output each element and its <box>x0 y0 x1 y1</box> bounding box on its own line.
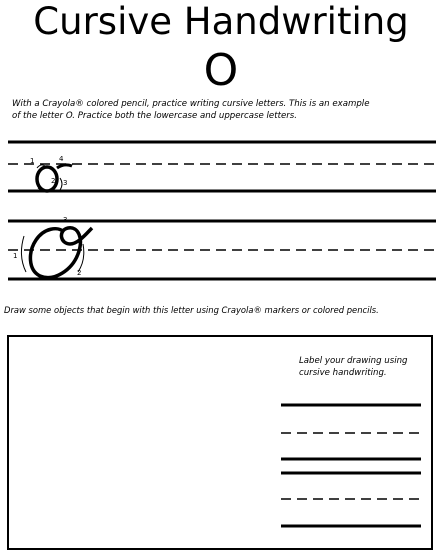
intro-line-2: of the letter O. Practice both the lowercase and uppercase letters. <box>12 111 297 121</box>
lowercase-stroke-number-3: 3 <box>63 179 68 187</box>
lowercase-stroke-number-2: 2 <box>51 177 56 185</box>
intro-line-1: With a Crayola® colored pencil, practice writing cursive letters. This is an example <box>12 99 370 109</box>
lowercase-stroke-number-4: 4 <box>59 155 64 163</box>
drawing-box[interactable] <box>7 335 433 550</box>
label-writing-lines[interactable] <box>9 337 431 548</box>
drawing-label-line-2: cursive handwriting. <box>299 368 387 378</box>
uppercase-stroke-number-2: 2 <box>77 269 82 277</box>
uppercase-stroke-number-1: 1 <box>13 252 18 260</box>
drawing-instruction: Draw some objects that begin with this letter using Crayola® markers or colored pencils. <box>4 305 379 315</box>
featured-letter: O <box>203 45 239 96</box>
worksheet-title: Cursive Handwriting <box>33 0 409 43</box>
lowercase-stroke-number-1: 1 <box>30 157 35 165</box>
uppercase-stroke-number-3: 3 <box>63 216 68 224</box>
drawing-label-line-1: Label your drawing using <box>299 356 408 366</box>
